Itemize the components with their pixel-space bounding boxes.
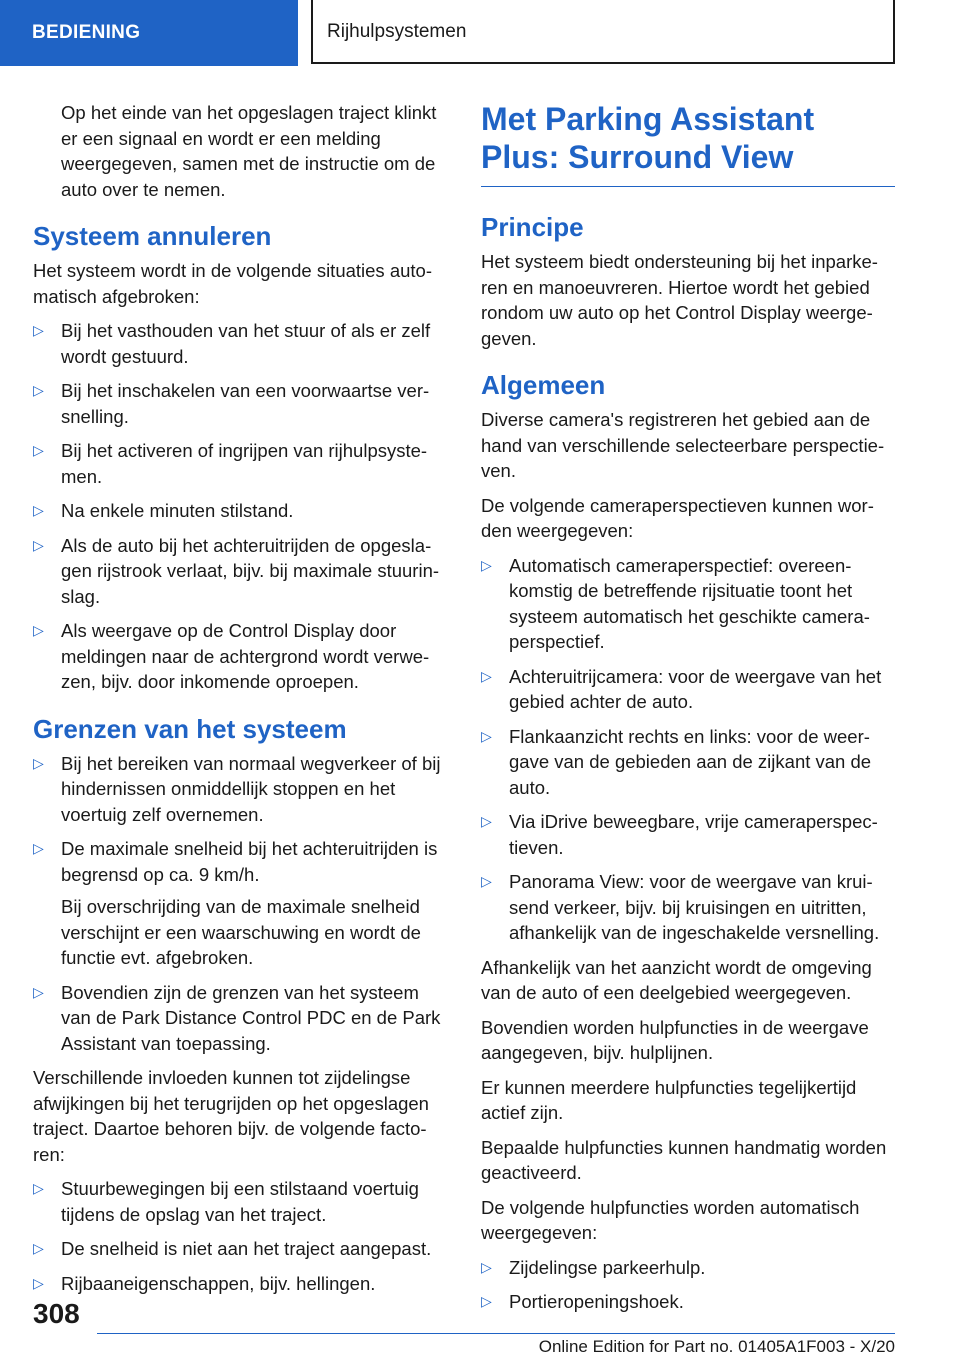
- section-tab[interactable]: BEDIENING: [0, 0, 298, 66]
- paragraph: Afhankelijk van het aanzicht wordt de omgeving van de auto of een deelgebied weergegeven.: [481, 956, 872, 1003]
- paragraph: Bepaalde hulpfuncties kunnen handmatig worden geactiveerd.: [481, 1136, 887, 1183]
- triangle-bullet-icon: ▷: [481, 873, 492, 889]
- perspective-list: [481, 553, 895, 946]
- list-item: ▷ Zijdelingse parkeerhulp.: [481, 1255, 895, 1281]
- triangle-bullet-icon: ▷: [33, 442, 44, 458]
- intro-paragraph: Op het einde van het opgeslagen traject klinkt er een signaal en wordt er een melding weergegeven, samen met de instructie om de auto over te nemen.: [61, 102, 437, 200]
- auto-functions-list: [481, 1255, 895, 1315]
- list-item: ▷ Stuurbewegingen bij een stilstaand voertuig tijdens de opslag van het traject.: [33, 1178, 419, 1225]
- list-item: ▷ Via iDrive beweegbare, vrije cameraperspectieven.: [481, 811, 878, 858]
- chapter-tab[interactable]: Rijhulpsystemen: [311, 0, 895, 64]
- triangle-bullet-icon: ▷: [481, 667, 492, 684]
- page-number: 308: [33, 1298, 80, 1329]
- list-item: ▷ Portieropeningshoek.: [481, 1289, 895, 1315]
- limits-list: [33, 751, 448, 1057]
- heading-principle: Principe: [481, 212, 584, 242]
- triangle-bullet-icon: ▷: [33, 840, 44, 856]
- list-item: ▷ Als weergave op de Control Display door meldingen naar de achtergrond wordt verwezen, bijv. door inkomende oproepen.: [33, 620, 430, 692]
- triangle-bullet-icon: ▷: [481, 727, 492, 744]
- cancel-text: Het systeem wordt in de volgende situaties automatisch afgebroken:: [33, 260, 432, 307]
- heading-divider: [481, 186, 895, 187]
- heading-cancel: Systeem annuleren: [33, 221, 272, 251]
- list-item: ▷ Flankaanzicht rechts en links: voor de weergave van de gebieden aan de zijkant van de auto.: [481, 725, 872, 798]
- heading-limits: Grenzen van het systeem: [33, 713, 347, 744]
- right-column: [481, 100, 895, 1324]
- principle-text: Het systeem biedt ondersteuning bij het inparkeren en manoeuvreren. Hiertoe wordt het gebied rondom uw auto op het Control Display weergegeven.: [481, 251, 878, 349]
- limits-sub-paragraph: Bij overschrijding van de maximale snelheid verschijnt er een waarschuwing en wordt de functie evt. afgebroken.: [61, 896, 421, 968]
- triangle-bullet-icon: ▷: [33, 536, 44, 553]
- triangle-bullet-icon: ▷: [33, 1180, 44, 1196]
- list-item: ▷ Automatisch cameraperspectief: overeenkomstig de betreffende rijsituatie toont het systeem automatisch het geschikte cameraperspectief.: [481, 554, 870, 652]
- triangle-bullet-icon: ▷: [33, 322, 44, 338]
- list-item: ▷ Achteruitrijcamera: voor de weergave van het gebied achter de auto.: [481, 665, 882, 712]
- page-header: [0, 0, 960, 66]
- triangle-bullet-icon: ▷: [33, 502, 44, 518]
- triangle-bullet-icon: ▷: [481, 1293, 492, 1309]
- general-text-2: De volgende cameraperspectieven kunnen worden weergegeven:: [481, 494, 874, 541]
- triangle-bullet-icon: ▷: [481, 556, 492, 573]
- left-column: [33, 100, 448, 1305]
- triangle-bullet-icon: ▷: [33, 622, 44, 638]
- triangle-bullet-icon: ▷: [481, 813, 492, 829]
- list-item: ▷ Bij het inschakelen van een voorwaartse versnelling.: [33, 380, 430, 427]
- footer-divider: [97, 1333, 895, 1334]
- triangle-bullet-icon: ▷: [33, 754, 44, 771]
- list-item: ▷ Als de auto bij het achteruitrijden de opgeslagen rijstrook verlaat, bijv. bij maximale stuurinslag.: [33, 534, 440, 607]
- influence-list: [33, 1176, 448, 1296]
- list-item: ▷ De maximale snelheid bij het achteruitrijden is begrensd op ca. 9 km/h. Bij overschrijding van de maximale snelheid verschijnt er een waarschuwing en wordt de functie evt. afgebroken.: [33, 836, 448, 971]
- paragraph: Er kunnen meerdere hulpfuncties tegelijkertijd actief zijn.: [481, 1076, 857, 1123]
- list-item: ▷ Na enkele minuten stilstand.: [33, 498, 448, 524]
- heading-general: Algemeen: [481, 370, 606, 400]
- list-item: ▷ Bovendien zijn de grenzen van het systeem van de Park Distance Control PDC en de Park Assistant van toepassing.: [33, 981, 441, 1054]
- list-item: ▷ Bij het bereiken van normaal wegverkeer of bij hindernissen onmiddellijk stoppen en het voertuig zelf overnemen.: [33, 752, 441, 825]
- main-heading: Met Parking Assistant Plus: Surround View: [481, 101, 815, 175]
- list-item: ▷ De snelheid is niet aan het traject aangepast.: [33, 1236, 448, 1262]
- paragraph: De volgende hulpfuncties worden automatisch weergegeven:: [481, 1196, 860, 1243]
- triangle-bullet-icon: ▷: [33, 1240, 44, 1256]
- edition-footer: Online Edition for Part no. 01405A1F003 - X/20: [538, 1337, 895, 1356]
- influence-text: Verschillende invloeden kunnen tot zijdelingse afwijkingen bij het terugrijden op het opgeslagen traject. Daartoe behoren bijv. de volgende factoren:: [33, 1067, 429, 1165]
- general-text-1: Diverse camera's registreren het gebied aan de hand van verschillende selecteerbare perspectieven.: [481, 409, 885, 481]
- triangle-bullet-icon: ▷: [481, 1258, 492, 1275]
- triangle-bullet-icon: ▷: [33, 1274, 44, 1291]
- list-item: ▷ Bij het vasthouden van het stuur of als er zelf wordt gestuurd.: [33, 320, 431, 367]
- list-item: ▷ Panorama View: voor de weergave van kruisend verkeer, bijv. bij kruisingen en uitritten, afhankelijk van de ingeschakelde versnelling.: [481, 871, 880, 943]
- list-item: ▷ Rijbaaneigenschappen, bijv. hellingen.: [33, 1271, 448, 1297]
- paragraph: Bovendien worden hulpfuncties in de weergave aangegeven, bijv. hulplijnen.: [481, 1016, 869, 1063]
- triangle-bullet-icon: ▷: [33, 382, 44, 398]
- cancel-list: [33, 318, 448, 695]
- list-item: ▷ Bij het activeren of ingrijpen van rijhulpsystemen.: [33, 440, 428, 487]
- triangle-bullet-icon: ▷: [33, 983, 44, 1000]
